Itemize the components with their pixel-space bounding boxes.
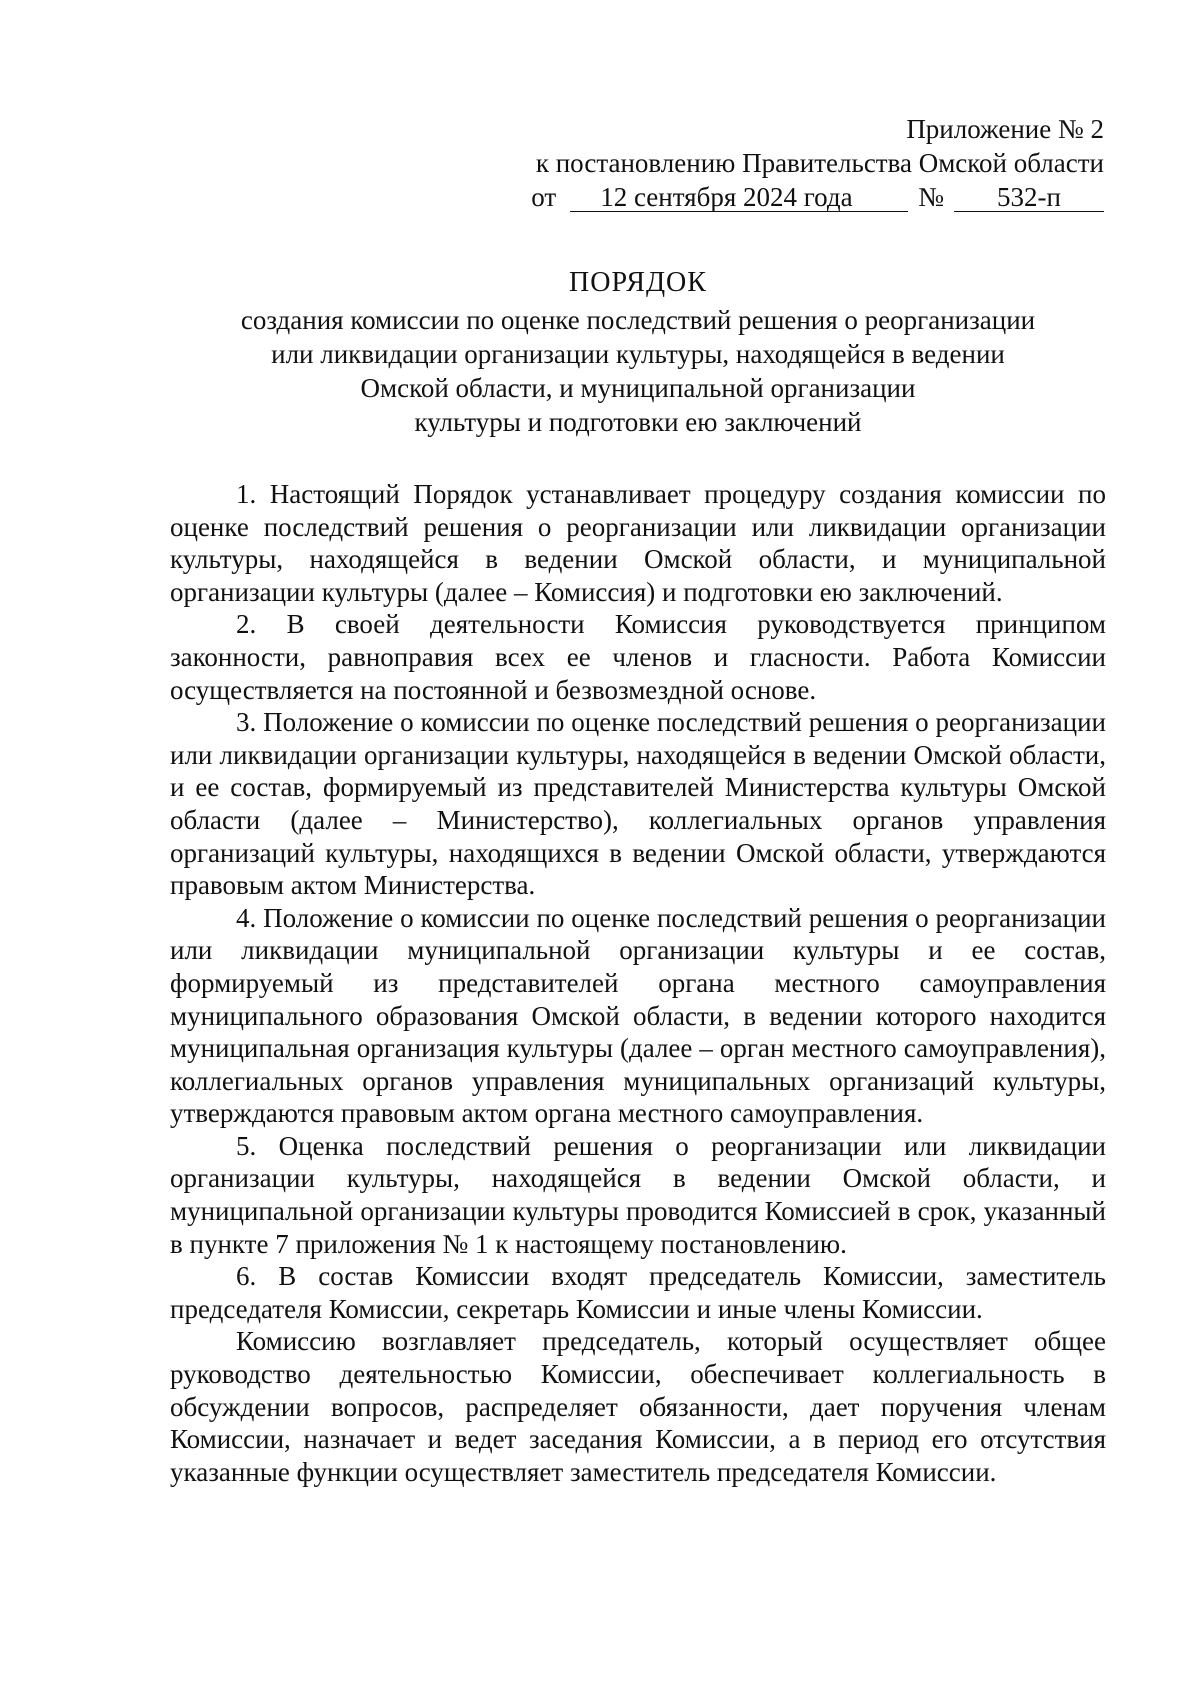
appendix-label: Приложение № 2: [906, 114, 1104, 144]
document-title: ПОРЯДОК: [569, 267, 707, 298]
paragraph-1: 1. Настоящий Порядок устанавливает процедуру создания комиссии по оценке последствий решения о реорганизации или ликвидации организации культуры, находящейся в ведении Омской области, и муниципальной организации культуры (далее – Комиссия) и подготовки ею заключений.: [170, 479, 1106, 607]
document-title-block: [170, 266, 1106, 439]
resolution-reference: к постановлению Правительства Омской области: [535, 148, 1104, 178]
paragraph-6-continuation: Комиссию возглавляет председатель, который осуществляет общее руководство деятельностью Комиссии, обеспечивает коллегиальность в обсуждении вопросов, распределяет обязанности, дает поручения членам Комиссии, назначает и ведет заседания Комиссии, а в период его отсутствия указанные функции осуществляет заместитель председателя Комиссии.: [170, 1326, 1106, 1487]
appendix-header: [454, 112, 1104, 214]
resolution-date-number-line: [454, 180, 1104, 214]
document-body: [170, 478, 1106, 1488]
subtitle-line: Омской области, и муниципальной организации: [360, 373, 916, 403]
resolution-number: 532-п: [954, 183, 1104, 212]
date-prefix: от: [531, 182, 557, 212]
paragraph-5: 5. Оценка последствий решения о реорганизации или ликвидации организации культуры, находящейся в ведении Омской области, и муниципальной организации культуры проводится Комиссией в срок, указанный в пункте 7 приложения № 1 к настоящему постановлению.: [170, 1130, 1106, 1259]
subtitle-line: культуры и подготовки ею заключений: [414, 407, 862, 437]
subtitle-line: создания комиссии по оценке последствий решения о реорганизации: [240, 305, 1036, 335]
resolution-date: 12 сентября 2024 года: [570, 183, 908, 212]
paragraph-3: 3. Положение о комиссии по оценке последствий решения о реорганизации или ликвидации организации культуры, находящейся в ведении Омской области, и ее состав, формируемый из представителей Министерства культуры Омской области (далее – Министерство), коллегиальных органов управления организаций культуры, находящихся в ведении Омской области, утверждаются правовым актом Министерства.: [170, 707, 1106, 901]
paragraph-6: 6. В состав Комиссии входят председатель Комиссии, заместитель председателя Комиссии, секретарь Комиссии и иные члены Комиссии.: [170, 1261, 1106, 1324]
document-subtitle: [170, 303, 1106, 439]
number-sign: №: [918, 182, 944, 212]
subtitle-line: или ликвидации организации культуры, находящейся в ведении: [271, 339, 1005, 369]
paragraph-4: 4. Положение о комиссии по оценке последствий решения о реорганизации или ликвидации муниципальной организации культуры и ее состав, формируемый из представителей органа местного самоуправления муниципального образования Омской области, в ведении которого находится муниципальная организация культуры (далее – орган местного самоуправления), коллегиальных органов управления муниципальных организаций культуры, утверждаются правовым актом органа местного самоуправления.: [170, 902, 1106, 1129]
paragraph-2: 2. В своей деятельности Комиссия руководствуется принципом законности, равноправия всех ее членов и гласности. Работа Комиссии осуществляется на постоянной и безвозмездной основе.: [170, 609, 1106, 705]
